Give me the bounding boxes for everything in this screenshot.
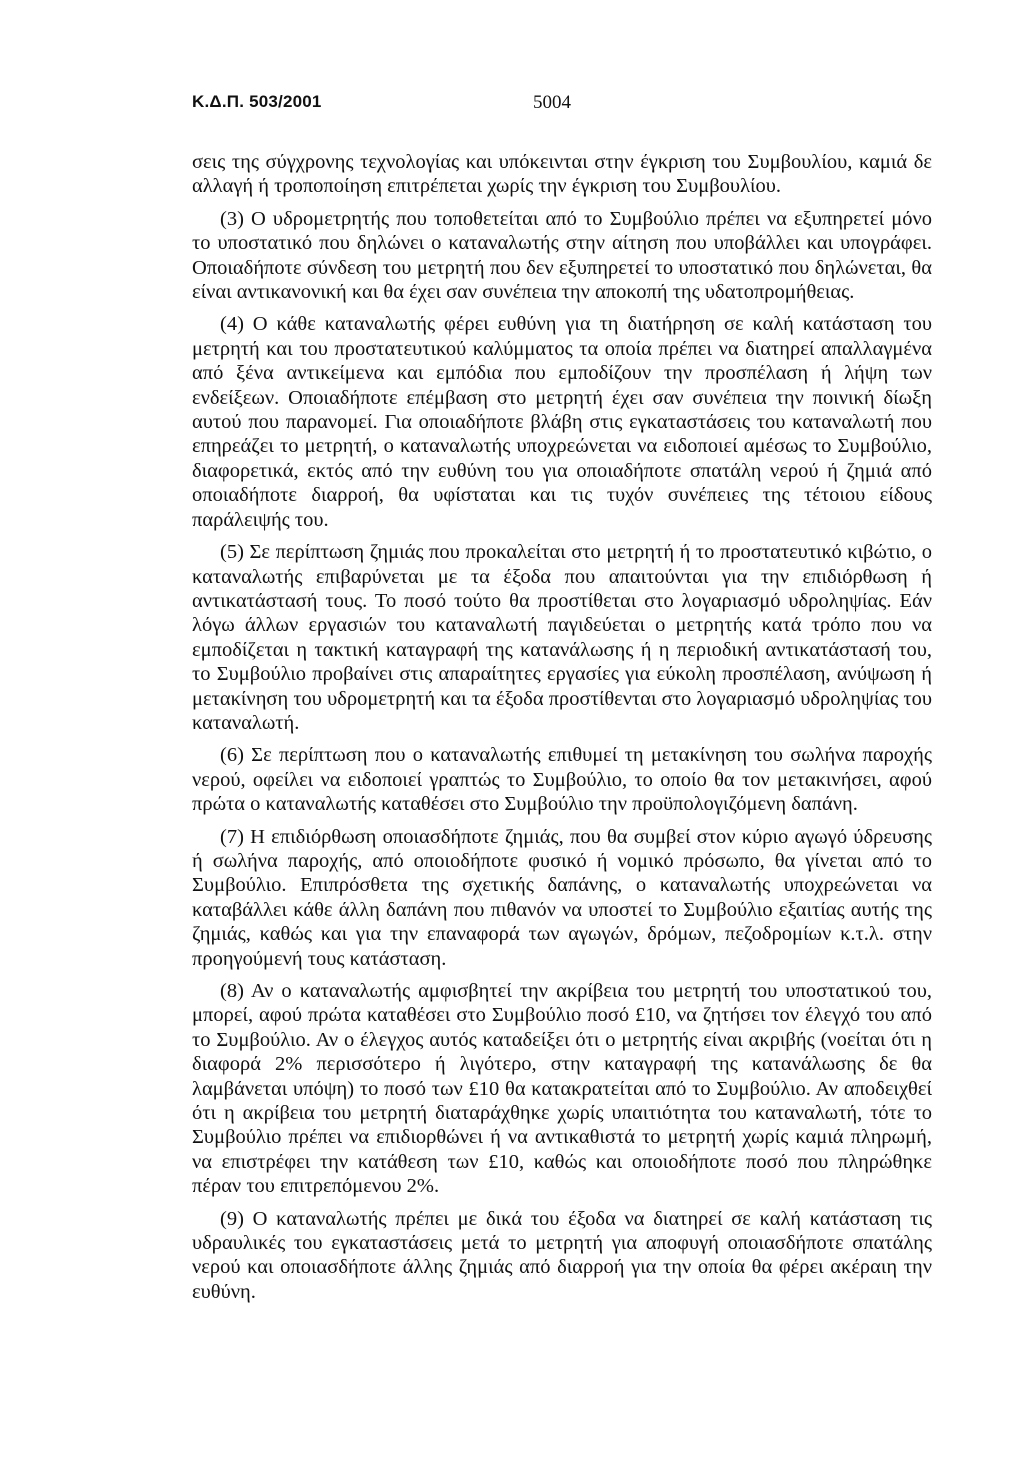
- paragraph-9: (9) Ο καταναλωτής πρέπει με δικά του έξοδα να διατηρεί σε καλή κατάσταση τις υδραυλικές του εγκαταστάσεις μετά το μετρητή για αποφυγή οποιασδήποτε σπατάλης νερού και οποιασδήποτε άλλης ζημιάς από διαρροή για την οποία θα φέρει ακέραιη την ευθύνη.: [192, 1207, 932, 1303]
- page-number: 5004: [533, 92, 571, 113]
- paragraph-8: (8) Αν ο καταναλωτής αμφισβητεί την ακρίβεια του μετρητή του υποστατικού του, μπορεί, αφού πρώτα καταθέσει στο Συμβούλιο ποσό £10, να ζητήσει τον έλεγχό του από το Συμβούλιο. Αν ο έλεγχος αυτός καταδείξει ότι ο μετρητής είναι ακριβής (νοείται ότι η διαφορά 2% περισσότερο ή λιγότερο, στην καταγραφή της κατανάλωσης δε θα λαμβάνεται υπόψη) το ποσό των £10 θα κατακρατείται από το Συμβούλιο. Αν αποδειχθεί ότι η ακρίβεια του μετρητή διαταράχθηκε χωρίς υπαιτιότητα του καταναλωτή, τότε το Συμβούλιο πρέπει να επιδιορθώνει ή να αντικαθιστά το μετρητή χωρίς καμιά πληρωμή, να επιστρέφει την κατάθεση των £10, καθώς και οποιοδήποτε ποσό που πληρώθηκε πέραν του επιτρεπόμενου 2%.: [192, 980, 932, 1198]
- document-reference: Κ.Δ.Π. 503/2001: [192, 92, 322, 111]
- paragraph-4: (4) Ο κάθε καταναλωτής φέρει ευθύνη για τη διατήρηση σε καλή κατάσταση του μετρητή και του προστατευτικού καλύμματος τα οποία πρέπει να διατηρεί απαλλαγμένα από ξένα αντικείμενα και εμπόδια που εμποδίζουν την προσπέλαση ή λήψη των ενδείξεων. Οποιαδήποτε επέμβαση στο μετρητή έχει σαν συνέπεια την ποινική δίωξη αυτού που παρανομεί. Για οποιαδήποτε βλάβη στις εγκαταστάσεις του καταναλωτή που επηρεάζει το μετρητή, ο καταναλωτής υποχρεώνεται να ειδοποιεί αμέσως το Συμβούλιο, διαφορετικά, εκτός από την ευθύνη του για οποιαδήποτε σπατάλη νερού ή ζημιά από οποιαδήποτε διαρροή, θα υφίσταται και τις τυχόν συνέπειες της τέτοιου είδους παράλειψής του.: [192, 313, 932, 531]
- paragraph-7: (7) Η επιδιόρθωση οποιασδήποτε ζημιάς, που θα συμβεί στον κύριο αγωγό ύδρευσης ή σωλήνα παροχής, από οποιοδήποτε φυσικό ή νομικό πρόσωπο, θα γίνεται από το Συμβούλιο. Επιπρόσθετα της σχετικής δαπάνης, ο καταναλωτής υποχρεώνεται να καταβάλλει κάθε άλλη δαπάνη που πιθανόν να υποστεί το Συμβούλιο εξαιτίας αυτής της ζημιάς, καθώς και για την επαναφορά των αγωγών, δρόμων, πεζοδρομίων κ.τ.λ. στην προηγούμενή τους κατάσταση.: [192, 825, 932, 970]
- paragraph-5: (5) Σε περίπτωση ζημιάς που προκαλείται στο μετρητή ή το προστατευτικό κιβώτιο, ο καταναλωτής επιβαρύνεται με τα έξοδα που απαιτούνται για την επιδιόρθωση ή αντικατάστασή τους. Το ποσό τούτο θα προστίθεται στο λογαριασμό υδροληψίας. Εάν λόγω άλλων εργασιών του καταναλωτή παγιδεύεται ο μετρητής κατά τρόπο που να εμποδίζεται η τακτική καταγραφή της κατανάλωσης ή η περιοδική αντικατάστασή του, το Συμβούλιο προβαίνει στις απαραίτητες εργασίες για εύκολη προσπέλαση, ανύψωση ή μετακίνηση του υδρομετρητή και τα έξοδα προστίθενται στο λογαριασμό υδροληψίας του καταναλωτή.: [192, 541, 932, 734]
- page-header: [192, 92, 932, 118]
- paragraph-continuation: σεις της σύγχρονης τεχνολογίας και υπόκεινται στην έγκριση του Συμβουλίου, καμιά δε αλλαγή ή τροποποίηση επιτρέπεται χωρίς την έγκριση του Συμβουλίου.: [192, 151, 932, 198]
- body-text: [192, 150, 932, 1312]
- paragraph-3: (3) Ο υδρομετρητής που τοποθετείται από το Συμβούλιο πρέπει να εξυπηρετεί μόνο το υποστατικό που δηλώνει ο καταναλωτής στην αίτηση που υποβάλλει και υπογράφει. Οποιαδήποτε σύνδεση του μετρητή που δεν εξυπηρετεί το υποστατικό που δηλώνεται, θα είναι αντικανονική και θα έχει σαν συνέπεια την αποκοπή της υδατοπρομήθειας.: [192, 207, 932, 304]
- paragraph-6: (6) Σε περίπτωση που ο καταναλωτής επιθυμεί τη μετακίνηση του σωλήνα παροχής νερού, οφείλει να ειδοποιεί γραπτώς το Συμβούλιο, το οποίο θα τον μετακινήσει, αφού πρώτα ο καταναλωτής καταθέσει στο Συμβούλιο την προϋπολογιζόμενη δαπάνη.: [192, 744, 932, 816]
